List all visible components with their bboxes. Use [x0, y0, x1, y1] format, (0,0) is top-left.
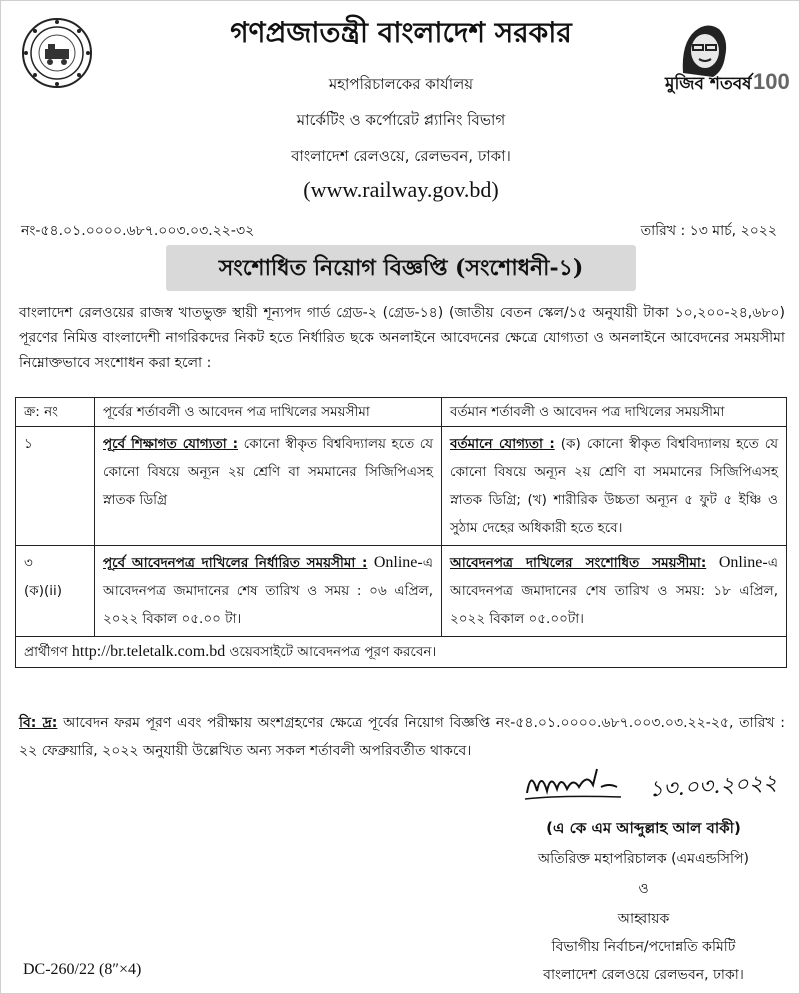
signatory-name: (এ কে এম আব্দুল্লাহ আল বাকী) — [546, 819, 741, 837]
header-previous: পূর্বের শর্তাবলী ও আবেদন পত্র দাখিলের সময়সীমা — [95, 398, 442, 427]
mujib-logo-number: 100 — [753, 69, 790, 94]
header-serial: ক্র: নং — [16, 398, 95, 427]
signature-block — [521, 763, 781, 813]
current-cell — [442, 546, 787, 637]
notice-banner-title: সংশোধিত নিয়োগ বিজ্ঞপ্তি (সংশোধনী-১) — [166, 245, 636, 291]
signatory-designation: অতিরিক্ত মহাপরিচালক (এমএন্ডসিপি) — [537, 851, 750, 867]
handwritten-signature — [521, 763, 651, 807]
intro-paragraph: বাংলাদেশ রেলওয়ের রাজস্ব খাতভুক্ত স্থায়ী শূন্যপদ গার্ড গ্রেড-২ (গ্রেড-১৪) (জাতীয় বেতন স্কেল/১৫ অনুযায়ী টাকা ১০,২০০-২৪,৬৮০) পূরণের নিমিত্ত বাংলাদেশী নাগরিকদের নিকট হতে নির্ধারিত ছকে অনলাইনে আবেদনের ক্ষেত্রে যোগ্যতা ও অনলাইনে আবেদনের সময়সীমা নিম্নোক্তভাবে সংশোধন করা হলো : — [19, 305, 785, 371]
government-title: গণপ্রজাতন্ত্রী বাংলাদেশ সরকার — [230, 16, 572, 49]
row-serial — [16, 427, 95, 546]
serial-number: ৩ — [24, 555, 33, 571]
footer-suffix: ওয়েবসাইটে আবেদনপত্র পূরণ করবেন। — [229, 644, 437, 660]
current-text: এ আবেদনপত্র জমাদানের শেষ তারিখ ও সময়: ১৮ এপ্রিল, ২০২২ বিকাল ০৫.০০টা। — [450, 555, 778, 627]
current-cell — [442, 427, 787, 546]
table-header-row — [16, 398, 787, 427]
current-online: Online- — [718, 554, 768, 571]
office-line: মহাপরিচালকের কার্যালয় — [328, 75, 474, 93]
header-current: বর্তমান শর্তাবলী ও আবেদন পত্র দাখিলের সময়সীমা — [442, 398, 787, 427]
current-label: আবেদনপত্র দাখিলের সংশোধিত সময়সীমা: — [450, 555, 707, 571]
footer-cell — [16, 637, 787, 668]
previous-cell — [95, 546, 442, 637]
committee-name: বিভাগীয় নির্বাচন/পদোন্নতি কমিটি — [551, 939, 736, 955]
footer-prefix: প্রার্থীগণ — [24, 644, 68, 660]
amendment-table — [15, 397, 787, 668]
row-serial — [16, 546, 95, 637]
previous-cell — [95, 427, 442, 546]
memo-number: নং-৫৪.০১.০০০০.৬৮৭.০০৩.০৩.২২-৩২ — [21, 223, 255, 239]
address-line: বাংলাদেশ রেলওয়ে, রেলভবন, ঢাকা। — [291, 147, 511, 165]
conjunction: ও — [638, 881, 649, 897]
table-row — [16, 427, 787, 546]
dc-code: DC-260/22 (8″×4) — [23, 961, 142, 978]
table-row — [16, 546, 787, 637]
previous-online: Online- — [373, 554, 423, 571]
previous-label: পূর্বে আবেদনপত্র দাখিলের নির্ধারিত সময়সীমা : — [103, 555, 368, 571]
mujib-logo-text: মুজিব শতবর্ষ — [665, 74, 752, 94]
note-text: আবেদন ফরম পূরণ এবং পরীক্ষায় অংশগ্রহণের ক্ষেত্রে পূর্বের নিয়োগ বিজ্ঞপ্তি নং-৫৪.০১.০০০০.৬৮৭.০০৩.০৩.২২-২৫, তারিখ : ২২ ফেব্রুয়ারি, ২০২২ অনুযায়ী উল্লেখিত অন্য সকল শর্তাবলী অপরিবর্তীত থাকবে। — [19, 715, 785, 759]
current-text: (ক) কোনো স্বীকৃত বিশ্ববিদ্যালয় হতে যে কোনো বিষয়ে অন্যূন ২য় শ্রেণি বা সমমানের সিজিপিএসহ স্নাতক ডিগ্রি; (খ) শারীরিক উচ্চতা অন্যূন ৫ ফুট ৫ ইঞ্চি ও সুঠাম দেহের অধিকারী হতে হবে। — [450, 436, 778, 536]
current-label: বর্তমানে যোগ্যতা : — [450, 436, 555, 452]
department-line: মার্কেটিং ও কর্পোরেট প্ল্যানিং বিভাগ — [296, 111, 506, 129]
teletalk-link[interactable]: http://br.teletalk.com.bd — [71, 643, 226, 660]
signatory-role: আহ্বায়ক — [617, 911, 670, 927]
signatory-office: বাংলাদেশ রেলওয়ে রেলভবন, ঢাকা। — [543, 967, 744, 983]
table-footer-row — [16, 637, 787, 668]
note-paragraph — [19, 709, 785, 765]
note-label: বি: দ্র: — [19, 715, 58, 731]
notice-date: তারিখ : ১৩ মার্চ, ২০২২ — [640, 223, 777, 239]
signed-date: ১৩.০৩.২০২২ — [648, 770, 778, 803]
previous-label: পূর্বে শিক্ষাগত যোগ্যতা : — [103, 436, 239, 452]
previous-text: কোনো স্বীকৃত বিশ্ববিদ্যালয় হতে যে কোনো বিষয়ে অন্যূন ২য় শ্রেণি বা সমমানের সিজিপিএসহ স্নাতক ডিগ্রি — [103, 436, 433, 508]
serial-number: ১ — [24, 436, 33, 452]
website-link[interactable]: (www.railway.gov.bd) — [303, 177, 499, 202]
serial-sub: (ক)(ii) — [24, 583, 63, 599]
previous-text: এ আবেদনপত্র জমাদানের শেষ তারিখ ও সময় : ০৬ এপ্রিল, ২০২২ বিকাল ০৫.০০ টা। — [103, 555, 433, 627]
